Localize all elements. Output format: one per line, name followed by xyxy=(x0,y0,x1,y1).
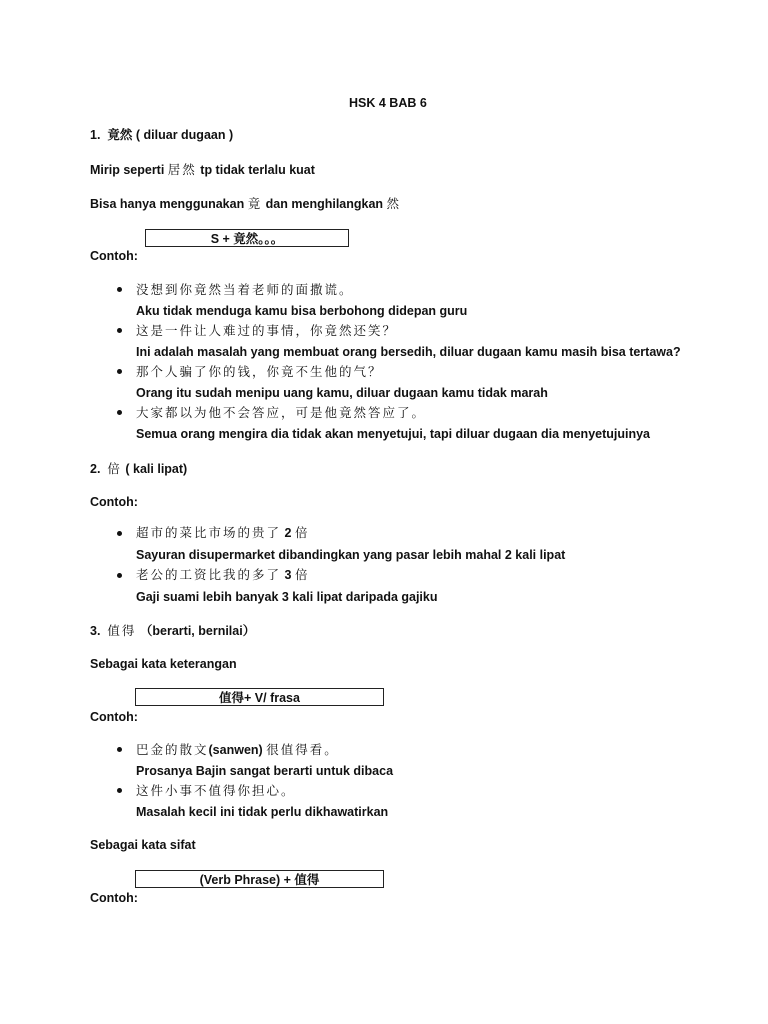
text: Mirip seperti xyxy=(90,163,168,177)
contoh-label: Contoh: xyxy=(90,891,138,905)
sifat-label: Sebagai kata sifat xyxy=(90,838,196,852)
contoh-label: Contoh: xyxy=(90,495,138,509)
bullet xyxy=(117,287,122,292)
heading-number: 3. xyxy=(90,624,101,638)
example-id: Sayuran disupermarket dibandingkan yang pasar lebih mahal 2 kali lipat xyxy=(136,548,566,562)
example-zh: 这是一件让人难过的事情，你竟然还笑？ xyxy=(136,324,398,338)
bullet xyxy=(117,328,122,333)
example-id: Orang itu sudah menipu uang kamu, diluar dugaan kamu tidak marah xyxy=(136,386,548,400)
zh-text: 然 xyxy=(386,197,402,211)
example-zh-line xyxy=(136,567,309,583)
heading-zh: 倍 xyxy=(107,462,122,476)
example-id: Gaji suami lebih banyak 3 kali lipat daripada gajiku xyxy=(136,590,438,604)
number: 2 xyxy=(284,526,292,540)
keterangan-label: Sebagai kata keterangan xyxy=(90,657,237,671)
contoh-label: Contoh: xyxy=(90,249,138,263)
heading-zh: 竟然 xyxy=(107,128,133,142)
contoh-label: Contoh: xyxy=(90,710,138,724)
pinyin: (sanwen) xyxy=(208,743,263,757)
heading-rest: ( diluar dugaan ) xyxy=(135,128,234,142)
zh-text: 巴金的散文 xyxy=(136,743,209,757)
example-id: Aku tidak menduga kamu bisa berbohong didepan guru xyxy=(136,304,468,318)
heading-zh: 值得 xyxy=(107,624,137,638)
zh-text: 很值得看。 xyxy=(266,743,339,757)
heading-number: 2. xyxy=(90,462,101,476)
heading-rest: （berarti, bernilai） xyxy=(139,624,256,638)
pattern-box-3: (Verb Phrase) + 值得 xyxy=(135,870,384,888)
example-id: Prosanya Bajin sangat berarti untuk dibaca xyxy=(136,764,394,778)
example-id: Ini adalah masalah yang membuat orang bersedih, diluar dugaan kamu masih bisa tertawa? xyxy=(136,345,681,359)
bisa-line xyxy=(90,196,401,212)
section-3-heading xyxy=(90,623,255,639)
zh-text: 竟 xyxy=(247,197,263,211)
bullet xyxy=(117,747,122,752)
example-zh: 那个人骗了你的钱，你竟不生他的气？ xyxy=(136,365,383,379)
zh-text: 超市的菜比市场的贵了 xyxy=(136,526,282,540)
example-zh: 没想到你竟然当着老师的面撒谎。 xyxy=(136,283,354,297)
heading-number: 1. xyxy=(90,128,101,142)
zh-text: 倍 xyxy=(294,568,310,582)
document-title: HSK 4 BAB 6 xyxy=(349,96,427,110)
heading-rest: ( kali lipat) xyxy=(125,462,188,476)
zh-text: 老公的工资比我的多了 xyxy=(136,568,282,582)
bullet xyxy=(117,788,122,793)
section-2-heading xyxy=(90,461,187,477)
example-zh-line xyxy=(136,742,339,758)
section-1-heading xyxy=(90,127,233,143)
zh-text: 倍 xyxy=(294,526,310,540)
bullet xyxy=(117,410,122,415)
text: Bisa hanya menggunakan xyxy=(90,197,248,211)
example-zh-line xyxy=(136,525,309,541)
example-id: Masalah kecil ini tidak perlu dikhawatirkan xyxy=(136,805,389,819)
bullet xyxy=(117,369,122,374)
bullet xyxy=(117,531,122,536)
example-zh: 这件小事不值得你担心。 xyxy=(136,784,296,798)
zh-text: 居然 xyxy=(167,163,197,177)
bullet xyxy=(117,573,122,578)
text: dan menghilangkan xyxy=(262,197,387,211)
text: tp tidak terlalu kuat xyxy=(196,163,315,177)
number: 3 xyxy=(284,568,292,582)
pattern-box-2: 值得+ V/ frasa xyxy=(135,688,384,706)
example-zh: 大家都以为他不会答应，可是他竟然答应了。 xyxy=(136,406,427,420)
mirip-line xyxy=(90,162,315,178)
pattern-box-1: S + 竟然。。。 xyxy=(145,229,349,247)
example-id: Semua orang mengira dia tidak akan menyetujui, tapi diluar dugaan dia menyetujuinya xyxy=(136,427,651,441)
